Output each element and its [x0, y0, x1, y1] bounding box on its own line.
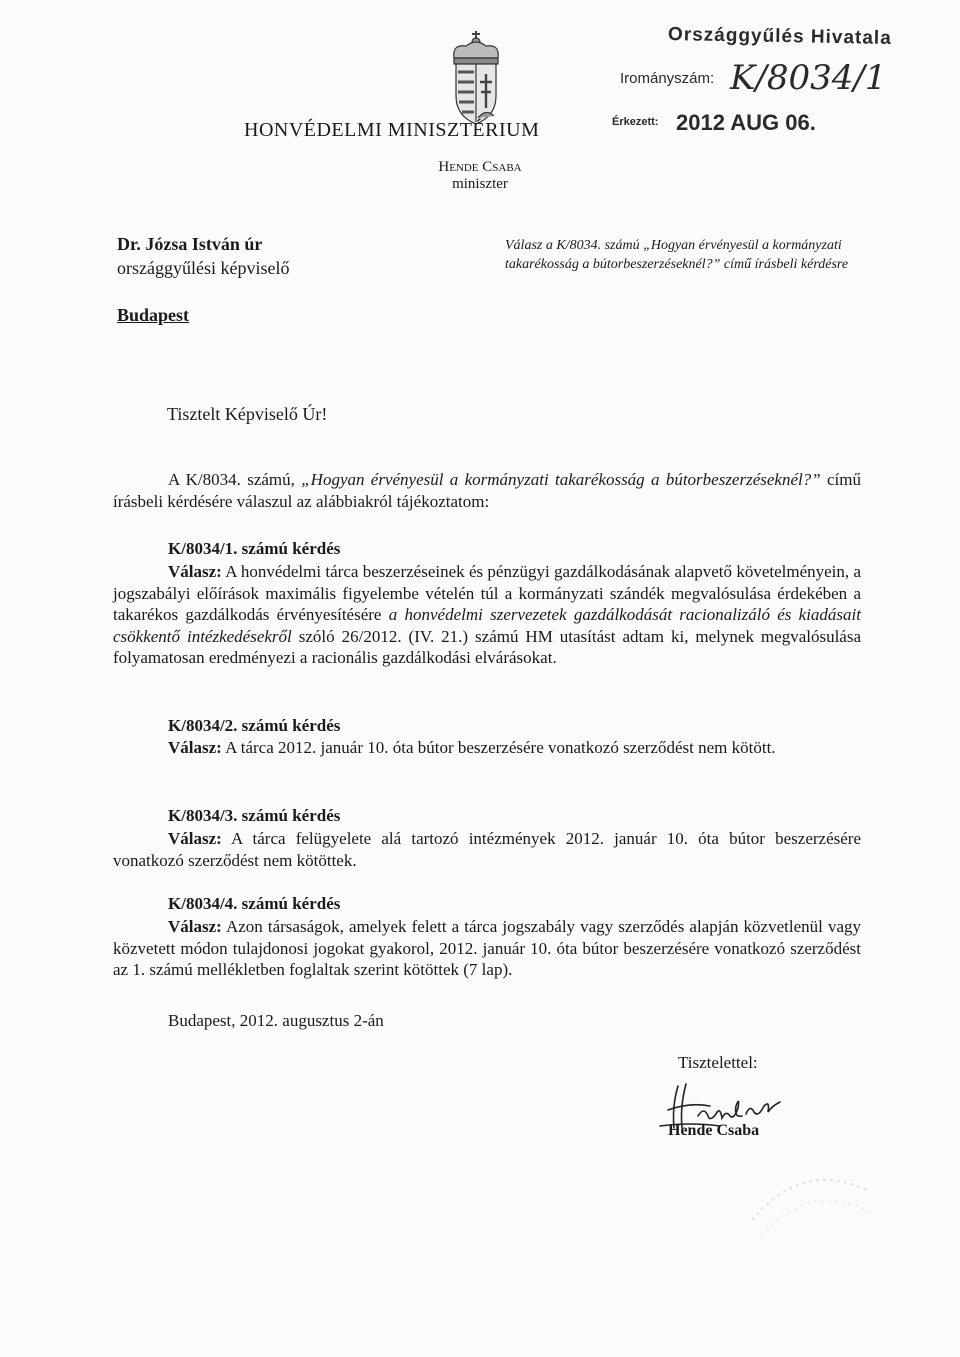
subject-line: Válasz a K/8034. számú „Hogyan érvényesül a kormányzati takarékosság a bútorbeszerzéseknél?” című írásbeli kérdésre — [505, 238, 849, 272]
answer-4-heading: K/8034/4. számú kérdés — [168, 894, 341, 913]
stamp-received-value: 2012 AUG 06. — [676, 110, 816, 135]
stamp-office: Országgyűlés Hivatala — [667, 24, 892, 49]
answer-1-text-end: szóló 26/2012. (IV. 21.) számú HM utasítást adtam ki, melynek megvalósulása folyamatosan eredményezi a racionális gazdálkodási elvárásokat. — [113, 626, 862, 667]
answer-3-heading: K/8034/3. számú kérdés — [168, 806, 341, 825]
addressee-city: Budapest — [117, 305, 190, 325]
answer-1-label: Válasz: — [168, 562, 222, 581]
answer-3-paragraph — [113, 828, 861, 871]
intro-paragraph — [113, 469, 861, 512]
answer-2-label: Válasz: — [168, 738, 222, 757]
answer-4-paragraph — [113, 916, 861, 981]
answer-1-heading: K/8034/1. számú kérdés — [168, 539, 341, 558]
answer-3-text: A tárca felügyelete alá tartozó intézmények 2012. január 10. óta bútor beszerzésére vonatkozó szerződést nem kötöttek. — [113, 829, 861, 870]
answer-2-text: A tárca 2012. január 10. óta bútor beszerzésére vonatkozó szerződést nem kötött. — [221, 738, 776, 757]
answer-2-paragraph — [113, 737, 861, 759]
answer-1-order-title: a honvédelmi szervezetek gazdálkodását racionalizáló és kiadásait csökkentő intézkedésekről — [113, 605, 861, 646]
ministry-name: HONVÉDELMI MINISZTÉRIUM — [244, 119, 540, 141]
answer-2-heading: K/8034/2. számú kérdés — [168, 716, 341, 735]
faint-seal-mark — [742, 1150, 872, 1240]
stamp-registration-value: K/8034/1 — [730, 58, 887, 98]
salutation: Tisztelt Képviselő Úr! — [167, 404, 328, 424]
signer-name: Hende Csaba — [668, 1122, 760, 1139]
stamp-received-label: Érkezett: — [612, 116, 659, 128]
intro-post: című írásbeli kérdésére válaszul az alábbiakról tájékoztatom: — [113, 470, 861, 511]
minister-title: miniszter — [452, 176, 508, 192]
answer-1-paragraph — [113, 561, 861, 669]
intro-pre: A K/8034. számú, — [168, 470, 302, 489]
closing-regards: Tisztelettel: — [678, 1053, 758, 1072]
intro-question-title: „Hogyan érvényesül a kormányzati takarékosság a bútorbeszerzéseknél?” — [301, 470, 821, 489]
stamp-registration-label: Irományszám: — [620, 70, 715, 87]
answer-4-text: Azon társaságok, amelyek felett a tárca jogszabály vagy szerződés alapján közvetlenül vagy közvetett módon tulajdonosi jogokat gyakorol, 2012. január 10. óta bútor beszerzésére vonatkozó szerződést az 1. számú mellékletben foglaltak szerint kötöttek (7 lap). — [113, 917, 861, 979]
addressee-name: Dr. Józsa István úr — [117, 234, 263, 254]
answer-1-text: A honvédelmi tárca beszerzéseinek és pénzügyi gazdálkodásának alapvető követelményein, a jogszabályi előírások maximális figyelembe vételén túl a kormányzati szándék megvalósulása érdekében a takarékos gazdálkodás érvényesítésére — [113, 562, 861, 624]
answer-4-label: Válasz: — [168, 917, 222, 936]
coat-of-arms-icon — [448, 30, 514, 126]
addressee-role: országgyűlési képviselő — [117, 258, 290, 278]
answer-3-label: Válasz: — [168, 829, 222, 848]
minister-name: Hende Csaba — [438, 159, 522, 175]
closing-date: Budapest, 2012. augusztus 2-án — [168, 1011, 384, 1030]
